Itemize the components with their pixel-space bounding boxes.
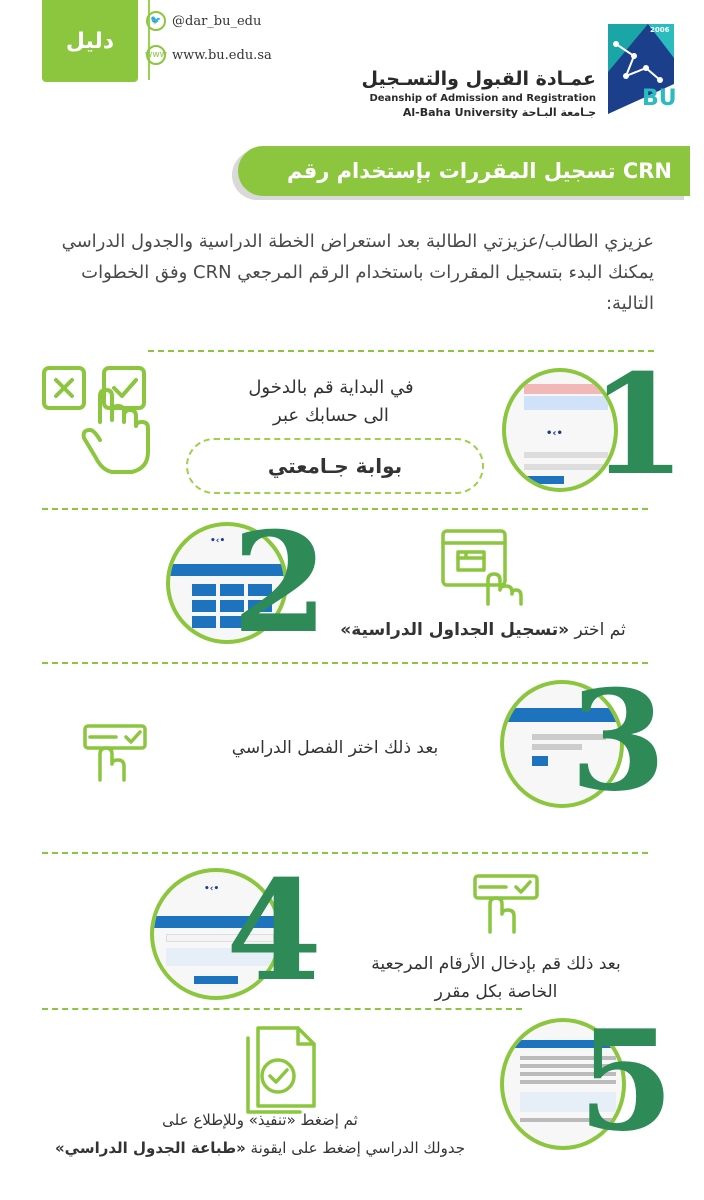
page-title: تسجيل المقررات بإستخدام رقم CRN — [287, 159, 672, 183]
step-2-prefix: ثم اختر — [569, 620, 626, 640]
university-name: Al-Baha University جـامعة البـاحة — [402, 106, 596, 119]
university-logo — [604, 22, 676, 118]
step-1-screenshot: •‹• — [502, 368, 618, 492]
twitter-icon: 🐦 — [146, 11, 166, 31]
separator — [42, 508, 648, 510]
step-5-text — [10, 1106, 510, 1162]
step-2-text — [318, 618, 648, 642]
browser-click-icon — [440, 528, 524, 608]
step-1-text — [196, 374, 466, 430]
deanship-english: Deanship of Admission and Registration — [369, 93, 596, 104]
form-click-icon — [82, 722, 148, 784]
form-click-icon — [472, 872, 540, 936]
step-number-1: 1 — [590, 343, 687, 506]
intro-text: عزيزي الطالب/عزيزتي الطالبة بعد استعراض الخطة الدراسية والجدول الدراسي يمكنك البدء بتسجيل المقررات باستخدام الرقم المرجعي CRN وفق الخطوات التالية: — [61, 231, 654, 314]
twitter-contact[interactable] — [146, 10, 261, 32]
step-1-line-2: الى حسابك عبر — [273, 405, 389, 426]
step-number-2: 2 — [232, 501, 329, 664]
step-4-line-1: بعد ذلك قم بإدخال الأرقام المرجعية — [371, 954, 621, 974]
logo-text: BU — [642, 86, 677, 111]
deanship-arabic: عمـادة القبول والتسـجيل — [361, 68, 596, 90]
separator — [148, 350, 654, 352]
step-2-screenshot: •‹• — [166, 522, 288, 644]
website-contact[interactable] — [146, 44, 272, 66]
step-5-line-2-prefix: جدولك الدراسي إضغط على ايقونة — [245, 1139, 465, 1157]
guide-tag — [42, 0, 138, 82]
logo-year: 2006 — [650, 26, 670, 34]
step-4-text — [330, 950, 662, 1006]
step-number-4: 4 — [226, 849, 323, 1012]
guide-tag-label: دليل — [65, 28, 115, 54]
separator — [42, 662, 648, 664]
separator — [42, 852, 648, 854]
print-schedule-label: «طباعة الجدول الدراسي» — [54, 1139, 246, 1157]
step-1-line-1: في البداية قم بالدخول — [248, 377, 414, 398]
globe-icon: www — [146, 45, 166, 65]
title-banner — [238, 146, 690, 196]
step-4-line-2: الخاصة بكل مقرر — [434, 982, 558, 1002]
step-5-line-1: ثم إضغط «تنفيذ» وللإطلاع على — [162, 1111, 358, 1129]
website-url: www.bu.edu.sa — [172, 47, 272, 63]
document-check-icon — [240, 1022, 320, 1114]
step-number-3: 3 — [570, 659, 667, 822]
step-number-5: 5 — [578, 999, 675, 1162]
twitter-handle: @dar_bu_edu — [172, 13, 262, 29]
step-4-screenshot: •‹• — [150, 868, 282, 1000]
my-university-portal-link[interactable]: بوابة جـامعتي — [186, 438, 484, 494]
step-3-text: بعد ذلك اختر الفصل الدراسي — [231, 738, 439, 758]
checkbox-hand-icon — [40, 362, 160, 478]
step-2-strong: «تسجيل الجداول الدراسية» — [340, 620, 570, 640]
